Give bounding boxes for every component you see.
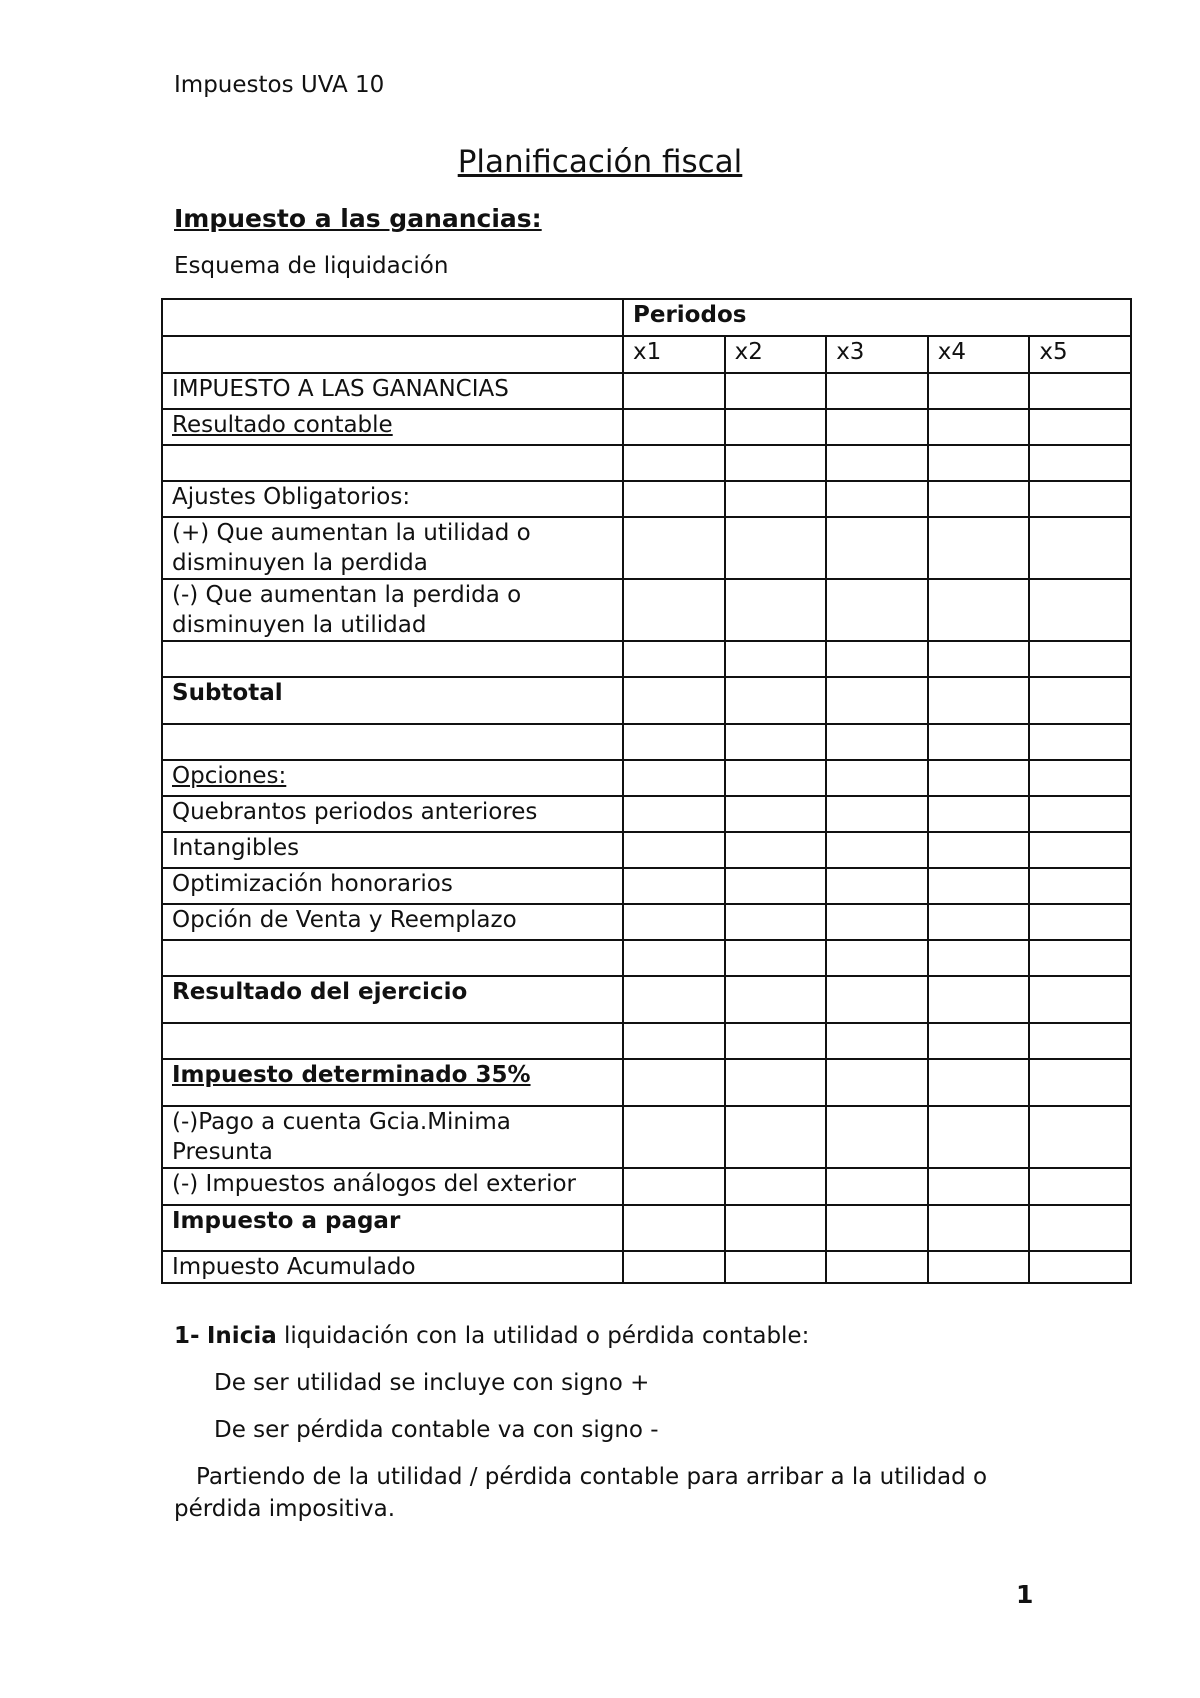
table-cell bbox=[1029, 579, 1131, 641]
table-cell bbox=[826, 832, 928, 868]
table-cell bbox=[725, 1251, 827, 1283]
table-row bbox=[162, 481, 1131, 517]
row-label-aumentan-utilidad: (+) Que aumentan la utilidad o disminuyen la perdida bbox=[162, 517, 623, 579]
table-cell bbox=[1029, 724, 1131, 760]
table-cell bbox=[725, 409, 827, 445]
period-x3: x3 bbox=[826, 336, 928, 373]
table-cell bbox=[928, 445, 1030, 481]
row-label-empty bbox=[162, 724, 623, 760]
table-cell bbox=[1029, 517, 1131, 579]
scheme-subtitle: Esquema de liquidación bbox=[174, 253, 449, 279]
table-row bbox=[162, 904, 1131, 940]
table-cell bbox=[1029, 760, 1131, 796]
row-label-subtotal: Subtotal bbox=[162, 677, 623, 724]
table-cell bbox=[928, 1059, 1030, 1106]
periods-header: Periodos bbox=[623, 299, 1131, 336]
table-cell bbox=[725, 976, 827, 1023]
row-label-pago-a-cuenta: (-)Pago a cuenta Gcia.Minima Presunta bbox=[162, 1106, 623, 1168]
row-label-impuestos-analogos: (-) Impuestos análogos del exterior bbox=[162, 1168, 623, 1205]
table-cell bbox=[928, 409, 1030, 445]
table-cell bbox=[826, 641, 928, 677]
table-cell bbox=[928, 373, 1030, 409]
document-title-text: Planificación fiscal bbox=[457, 144, 743, 180]
table-cell bbox=[928, 1023, 1030, 1059]
table-cell bbox=[826, 940, 928, 976]
table-row bbox=[162, 445, 1131, 481]
table-cell bbox=[623, 481, 725, 517]
table-cell bbox=[826, 579, 928, 641]
row-label-impuesto-ganancias: IMPUESTO A LAS GANANCIAS bbox=[162, 373, 623, 409]
table-cell bbox=[623, 1168, 725, 1205]
table-row bbox=[162, 1023, 1131, 1059]
table-cell bbox=[725, 1106, 827, 1168]
table-cell bbox=[1029, 641, 1131, 677]
row-label-optimizacion-honorarios: Optimización honorarios bbox=[162, 868, 623, 904]
note-item-1 bbox=[174, 1320, 809, 1352]
row-label-aumentan-perdida: (-) Que aumentan la perdida o disminuyen la utilidad bbox=[162, 579, 623, 641]
table-cell bbox=[623, 904, 725, 940]
row-label-impuesto-a-pagar: Impuesto a pagar bbox=[162, 1205, 623, 1251]
table-cell bbox=[623, 832, 725, 868]
table-cell bbox=[1029, 796, 1131, 832]
table-cell bbox=[1029, 832, 1131, 868]
table-cell bbox=[826, 760, 928, 796]
table-cell bbox=[725, 904, 827, 940]
table-cell bbox=[826, 724, 928, 760]
period-x4: x4 bbox=[928, 336, 1030, 373]
row-label-intangibles: Intangibles bbox=[162, 832, 623, 868]
table-cell bbox=[928, 1251, 1030, 1283]
table-row bbox=[162, 868, 1131, 904]
table-cell bbox=[725, 517, 827, 579]
table-corner-cell bbox=[162, 336, 623, 373]
table-cell bbox=[928, 868, 1030, 904]
table-row bbox=[162, 796, 1131, 832]
table-cell bbox=[725, 579, 827, 641]
table-row bbox=[162, 760, 1131, 796]
table-cell bbox=[1029, 1251, 1131, 1283]
table-cell bbox=[725, 373, 827, 409]
table-row bbox=[162, 517, 1131, 579]
row-label-resultado-ejercicio: Resultado del ejercicio bbox=[162, 976, 623, 1023]
table-cell bbox=[928, 1168, 1030, 1205]
table-row bbox=[162, 1251, 1131, 1283]
period-x2: x2 bbox=[725, 336, 827, 373]
table-cell bbox=[623, 1251, 725, 1283]
table-cell bbox=[928, 1106, 1030, 1168]
table-cell bbox=[725, 868, 827, 904]
table-row bbox=[162, 641, 1131, 677]
table-cell bbox=[623, 796, 725, 832]
table-cell bbox=[725, 760, 827, 796]
table-cell bbox=[623, 724, 725, 760]
page-number: 1 bbox=[1016, 1580, 1034, 1609]
table-cell bbox=[826, 976, 928, 1023]
row-label-empty bbox=[162, 940, 623, 976]
table-cell bbox=[623, 641, 725, 677]
table-cell bbox=[928, 940, 1030, 976]
table-cell bbox=[826, 1251, 928, 1283]
table-cell bbox=[928, 904, 1030, 940]
table-row bbox=[162, 832, 1131, 868]
table-cell bbox=[826, 796, 928, 832]
table-cell bbox=[1029, 409, 1131, 445]
table-cell bbox=[826, 481, 928, 517]
table-cell bbox=[826, 445, 928, 481]
table-cell bbox=[725, 940, 827, 976]
table-cell bbox=[1029, 481, 1131, 517]
table-cell bbox=[623, 517, 725, 579]
table-cell bbox=[623, 976, 725, 1023]
table-cell bbox=[1029, 1023, 1131, 1059]
row-label-resultado-contable: Resultado contable bbox=[162, 409, 623, 445]
table-row bbox=[162, 1168, 1131, 1205]
table-cell bbox=[1029, 1059, 1131, 1106]
table-cell bbox=[725, 445, 827, 481]
table-cell bbox=[725, 481, 827, 517]
table-cell bbox=[725, 1168, 827, 1205]
table-cell bbox=[623, 445, 725, 481]
table-cell bbox=[826, 1106, 928, 1168]
table-cell bbox=[623, 677, 725, 724]
period-x5: x5 bbox=[1029, 336, 1131, 373]
table-row bbox=[162, 976, 1131, 1023]
table-cell bbox=[928, 976, 1030, 1023]
table-cell bbox=[623, 579, 725, 641]
table-cell bbox=[928, 677, 1030, 724]
note-item-number: 1- bbox=[174, 1323, 200, 1349]
note-item-bold-word: Inicia bbox=[206, 1323, 277, 1349]
table-cell bbox=[826, 677, 928, 724]
table-row bbox=[162, 579, 1131, 641]
table-cell bbox=[725, 677, 827, 724]
table-cell bbox=[1029, 976, 1131, 1023]
table-cell bbox=[725, 1023, 827, 1059]
table-cell bbox=[1029, 904, 1131, 940]
table-cell bbox=[623, 1106, 725, 1168]
table-cell bbox=[826, 1023, 928, 1059]
row-label-quebrantos: Quebrantos periodos anteriores bbox=[162, 796, 623, 832]
row-label-opciones: Opciones: bbox=[162, 760, 623, 796]
table-cell bbox=[1029, 1168, 1131, 1205]
document-title bbox=[0, 144, 1200, 180]
table-cell bbox=[1029, 373, 1131, 409]
table-cell bbox=[928, 517, 1030, 579]
table-cell bbox=[725, 1059, 827, 1106]
table-row bbox=[162, 409, 1131, 445]
table-cell bbox=[1029, 940, 1131, 976]
table-cell bbox=[928, 579, 1030, 641]
note-utilidad-line: De ser utilidad se incluye con signo + bbox=[214, 1370, 650, 1396]
row-label-empty bbox=[162, 641, 623, 677]
table-row bbox=[162, 1059, 1131, 1106]
table-cell bbox=[623, 1059, 725, 1106]
table-cell bbox=[928, 760, 1030, 796]
table-cell bbox=[928, 641, 1030, 677]
table-corner-cell bbox=[162, 299, 623, 336]
liquidation-table bbox=[161, 298, 1132, 1284]
table-cell bbox=[623, 373, 725, 409]
table-cell bbox=[623, 760, 725, 796]
table-cell bbox=[928, 832, 1030, 868]
note-item-text: liquidación con la utilidad o pérdida contable: bbox=[276, 1323, 810, 1349]
table-cell bbox=[725, 641, 827, 677]
row-label-impuesto-acumulado: Impuesto Acumulado bbox=[162, 1251, 623, 1283]
table-cell bbox=[725, 1205, 827, 1251]
table-cell bbox=[725, 796, 827, 832]
table-cell bbox=[826, 1168, 928, 1205]
section-title: Impuesto a las ganancias: bbox=[174, 204, 542, 233]
table-cell bbox=[623, 868, 725, 904]
table-row bbox=[162, 1205, 1131, 1251]
table-row bbox=[162, 373, 1131, 409]
table-cell bbox=[826, 904, 928, 940]
table-cell bbox=[826, 1205, 928, 1251]
table-cell bbox=[623, 940, 725, 976]
row-label-empty bbox=[162, 445, 623, 481]
table-cell bbox=[725, 832, 827, 868]
row-label-venta-reemplazo: Opción de Venta y Reemplazo bbox=[162, 904, 623, 940]
table-cell bbox=[1029, 445, 1131, 481]
table-cell bbox=[826, 373, 928, 409]
table-cell bbox=[725, 724, 827, 760]
table-row bbox=[162, 677, 1131, 724]
table-cell bbox=[1029, 1205, 1131, 1251]
table-cell bbox=[826, 1059, 928, 1106]
periods-row bbox=[162, 336, 1131, 373]
table-cell bbox=[623, 1023, 725, 1059]
table-cell bbox=[928, 796, 1030, 832]
table-cell bbox=[928, 481, 1030, 517]
period-x1: x1 bbox=[623, 336, 725, 373]
table-cell bbox=[1029, 868, 1131, 904]
row-label-impuesto-determinado: Impuesto determinado 35% bbox=[162, 1059, 623, 1106]
row-label-ajustes-obligatorios: Ajustes Obligatorios: bbox=[162, 481, 623, 517]
table-cell bbox=[826, 517, 928, 579]
table-row bbox=[162, 724, 1131, 760]
table-cell bbox=[928, 724, 1030, 760]
running-header: Impuestos UVA 10 bbox=[174, 72, 385, 98]
note-perdida-line: De ser pérdida contable va con signo - bbox=[214, 1417, 659, 1443]
table-cell bbox=[1029, 677, 1131, 724]
row-label-empty bbox=[162, 1023, 623, 1059]
table-cell bbox=[1029, 1106, 1131, 1168]
table-cell bbox=[623, 1205, 725, 1251]
note-paragraph: Partiendo de la utilidad / pérdida contable para arribar a la utilidad o pérdida impositiva. bbox=[174, 1464, 988, 1522]
table-cell bbox=[928, 1205, 1030, 1251]
table-cell bbox=[826, 868, 928, 904]
table-header-row bbox=[162, 299, 1131, 336]
table-cell bbox=[623, 409, 725, 445]
table-cell bbox=[826, 409, 928, 445]
table-row bbox=[162, 1106, 1131, 1168]
table-row bbox=[162, 940, 1131, 976]
